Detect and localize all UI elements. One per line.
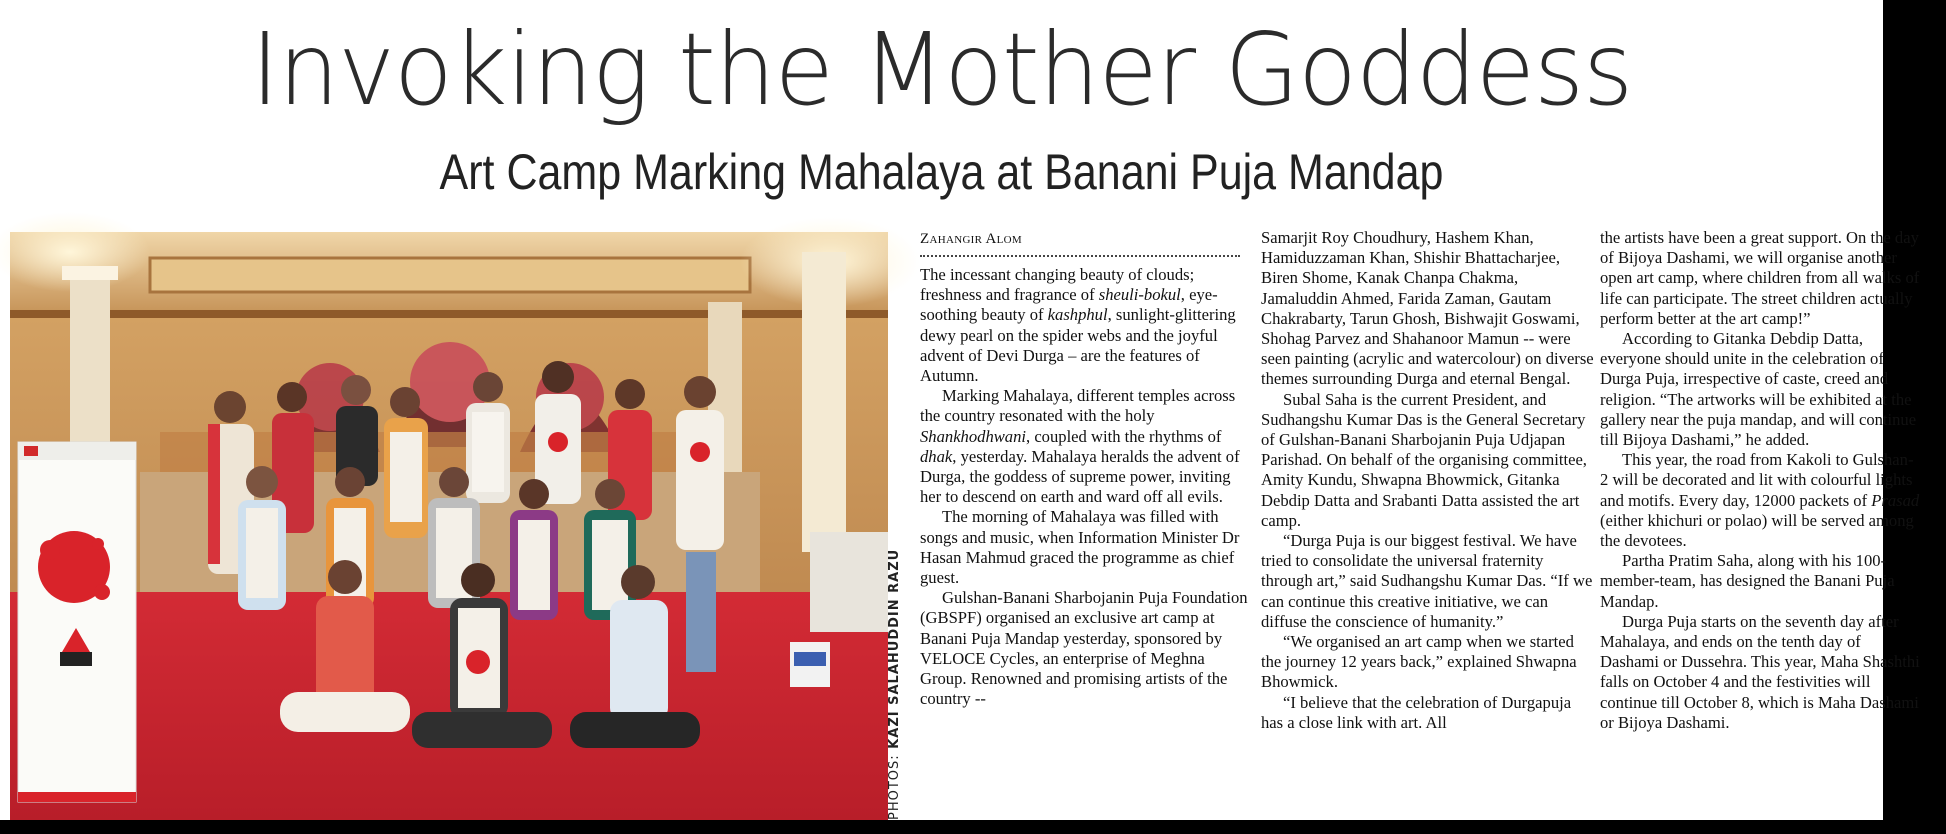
article-column-3	[1600, 228, 1920, 733]
article-paragraph	[1261, 390, 1597, 531]
photo-credit	[887, 548, 902, 820]
article-paragraph	[1261, 632, 1597, 693]
group-photo	[10, 232, 888, 820]
article-paragraph	[1600, 450, 1920, 551]
text-run: “I believe that the celebration of Durgapuja has a close link with art. All	[1261, 692, 1572, 732]
article-column-2	[1261, 228, 1597, 733]
article-paragraph	[1261, 531, 1597, 632]
text-run: , yesterday. Mahalaya heralds the advent of Durga, the goddess of supreme power, inviting her to descend on earth and ward off all evils.	[920, 446, 1240, 507]
byline-divider	[920, 255, 1240, 257]
text-run: the artists have been a great support. On the day of Bijoya Dashami, we will organise another open art camp, where children from all walks of life can participate. The street children actually perform better at the art camp!”	[1600, 228, 1920, 328]
italic-text: Shankhodhwani	[920, 426, 1027, 446]
article-paragraph	[1600, 329, 1920, 450]
article-paragraph	[920, 265, 1250, 386]
article-column-1	[920, 265, 1250, 709]
text-run: , coupled with the rhythms of	[1026, 426, 1222, 446]
article-paragraph	[920, 507, 1250, 588]
article-paragraph	[1261, 228, 1597, 390]
photo-credit-label: PHOTOS:	[887, 754, 902, 820]
article-paragraph	[1261, 693, 1597, 733]
text-run: Marking Mahalaya, different temples across the country resonated with the holy	[920, 386, 1236, 426]
text-run: , sunlight-glittering dewy pearl on the spider webs and the joyful advent of Devi Durga – are the features of Autumn.	[920, 305, 1236, 386]
text-run: , eye-soothing beauty of	[920, 285, 1218, 325]
article-paragraph	[1600, 228, 1920, 329]
italic-text: sheuli-bokul	[1098, 285, 1181, 305]
text-run: Subal Saha is the current President, and Sudhangshu Kumar Das is the General Secretary of Gulshan-Banani Sharbojanin Puja Udjapan Parishad. On behalf of the organising committee, Amity Kundu, Shwapna Bhowmick, Gitanka Debdip Datta and Srabanti Datta assisted the art camp.	[1261, 389, 1587, 530]
text-run: The morning of Mahalaya was filled with songs and music, when Information Minister Dr Hasan Mahmud graced the programme as chief guest.	[920, 507, 1240, 588]
italic-text: dhak	[920, 446, 953, 466]
text-run: Gulshan-Banani Sharbojanin Puja Foundation (GBSPF) organised an exclusive art camp at Banani Puja Mandap yesterday, sponsored by VELOCE Cycles, an enterprise of Meghna Group. Renowned and promising artists of the country --	[920, 588, 1248, 709]
text-run: “Durga Puja is our biggest festival. We have tried to consolidate the universal fraternity through art,” said Sudhangshu Kumar Das. “If we can continue this creative initiative, we can diffuse the conscience of humanity.”	[1261, 531, 1593, 631]
text-run: (either khichuri or polao) will be served among the devotees.	[1600, 510, 1914, 551]
text-run: This year, the road from Kakoli to Gulshan-2 will be decorated and lit with colourful lights and motifs. Every day, 12000 packets of	[1600, 450, 1914, 510]
article-paragraph	[1600, 612, 1920, 733]
italic-text: Prasad	[1871, 490, 1920, 510]
article-headline: Invoking the Mother Goddess	[250, 11, 1633, 128]
article-subheadline: Art Camp Marking Mahalaya at Banani Puja Mandap	[439, 144, 1444, 200]
article-paragraph	[920, 386, 1250, 507]
article-paragraph	[1600, 551, 1920, 612]
text-run: Samarjit Roy Choudhury, Hashem Khan, Hamiduzzaman Khan, Shishir Bhattacharjee, Biren Shome, Kanak Chanpa Chakma, Jamaluddin Ahmed, Farida Zaman, Gautam Chakrabarty, Tarun Ghosh, Bishwajit Goswami, Shohag Parvez and Shahanoor Mamun -- were seen painting (acrylic and watercolour) on diverse themes surrounding Durga and eternal Bengal.	[1261, 228, 1594, 389]
article-paragraph	[920, 588, 1250, 709]
photo-credit-name: KAZI SALAHUDDIN RAZU	[887, 548, 902, 749]
byline: Zahangir Alom	[920, 231, 1022, 247]
italic-text: kashphul	[1047, 305, 1108, 325]
text-run: The incessant changing beauty of clouds; freshness and fragrance of	[920, 265, 1195, 305]
text-run: “We organised an art camp when we started the journey 12 years back,” explained Shwapna Bhowmick.	[1261, 632, 1577, 692]
text-run: Partha Pratim Saha, along with his 100-member-team, has designed the Banani Puja Mandap.	[1600, 551, 1895, 611]
text-run: Durga Puja starts on the seventh day after Mahalaya, and ends on the tenth day of Dashami or Dussehra. This year, Maha Shashthi falls on October 4 and the festivities will continue till October 8, which is Maha Dashami or Bijoya Dashami.	[1600, 611, 1920, 732]
text-run: According to Gitanka Debdip Datta, everyone should unite in the celebration of Durga Puja, irrespective of caste, creed and religion. “The artworks will be exhibited at the gallery near the puja mandap, and will continue till Bijoya Dashami,” he added.	[1600, 329, 1917, 450]
